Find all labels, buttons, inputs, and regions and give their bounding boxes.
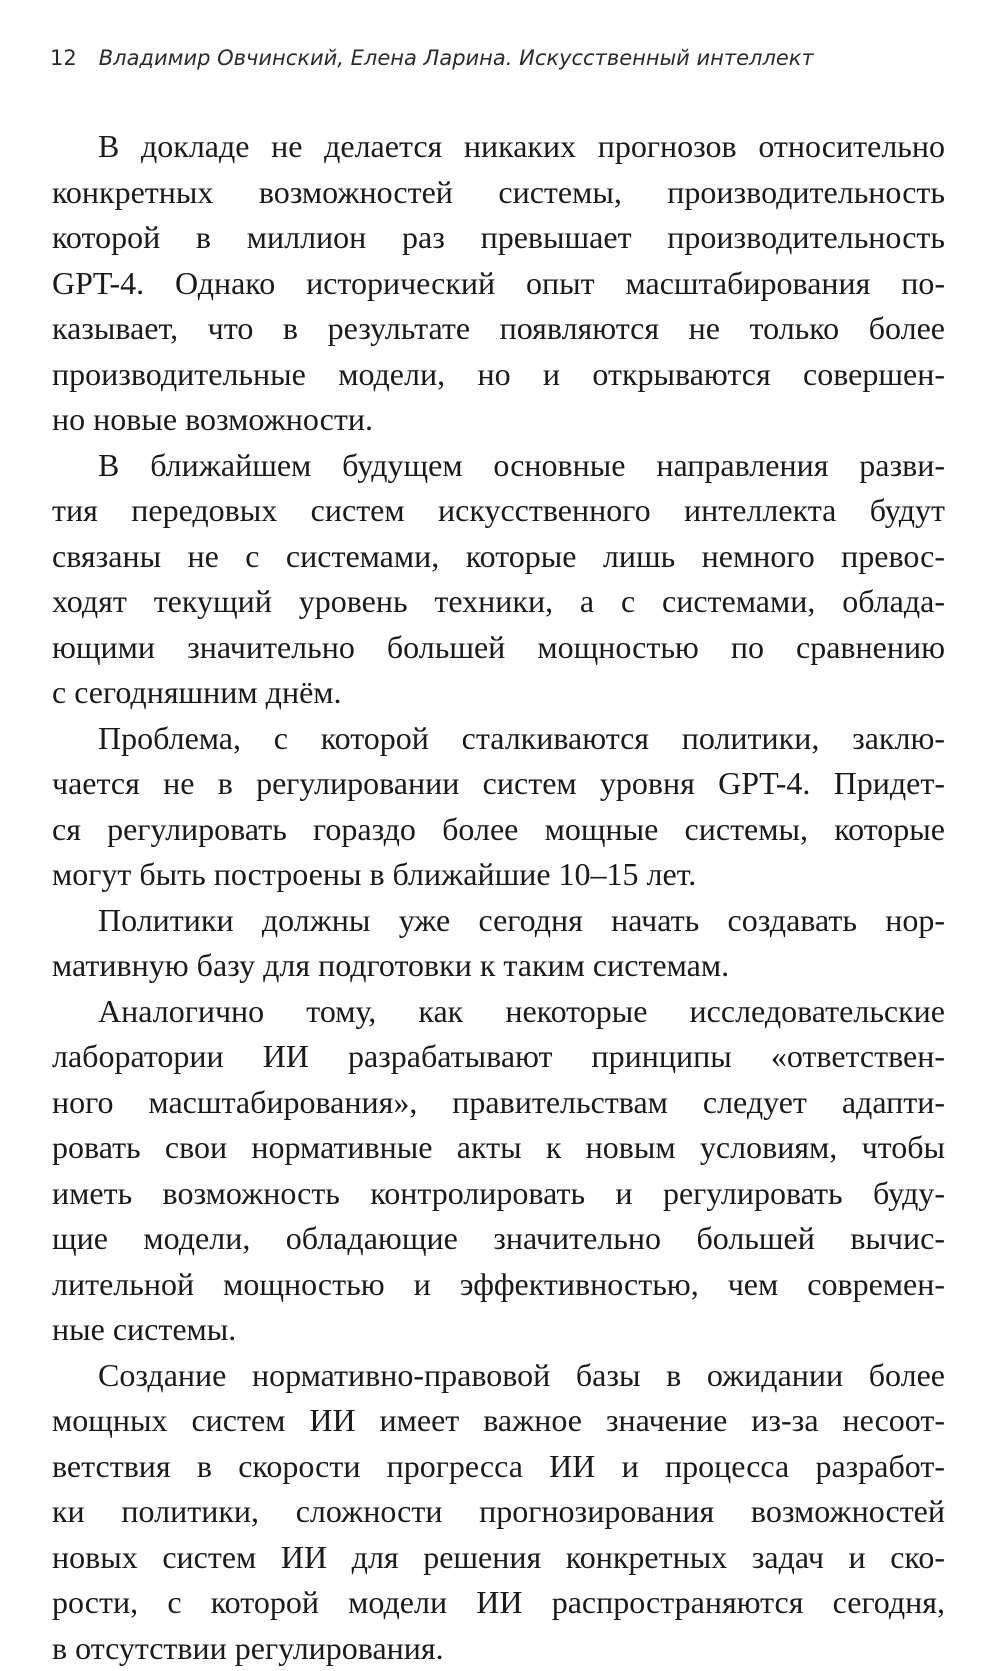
text-line: ся регулировать гораздо более мощные системы, которые (52, 807, 945, 853)
text-line: которой в миллион раз превышает производительность (52, 215, 945, 261)
text-line: В ближайшем будущем основные направления разви- (52, 443, 945, 489)
text-line: казывает, что в результате появляются не только более (52, 306, 945, 352)
text-line: конкретных возможностей системы, производительность (52, 170, 945, 216)
text-line: мативную базу для подготовки к таким системам. (52, 943, 945, 989)
text-line: с сегодняшним днём. (52, 670, 945, 716)
running-head-title: Владимир Овчинский, Елена Ларина. Искусственный интеллект (99, 46, 814, 70)
text-line: Аналогично тому, как некоторые исследовательские (52, 989, 945, 1035)
text-line: производительные модели, но и открываются совершен- (52, 352, 945, 398)
text-line: чается не в регулировании систем уровня GPT-4. Придет- (52, 761, 945, 807)
text-line: тия передовых систем искусственного интеллекта будут (52, 488, 945, 534)
text-line: ровать свои нормативные акты к новым условиям, чтобы (52, 1125, 945, 1171)
page-number: 12 (50, 46, 77, 70)
text-line: В докладе не делается никаких прогнозов относительно (52, 124, 945, 170)
text-line: Проблема, с которой сталкиваются политики, заклю- (52, 716, 945, 762)
text-line: ходят текущий уровень техники, а с системами, облада- (52, 579, 945, 625)
text-line: новых систем ИИ для решения конкретных задач и ско- (52, 1535, 945, 1581)
paragraph (52, 1353, 945, 1671)
body-text (52, 124, 945, 1671)
text-line: мощных систем ИИ имеет важное значение из-за несоот- (52, 1398, 945, 1444)
text-line: лительной мощностью и эффективностью, чем современ- (52, 1262, 945, 1308)
paragraph (52, 443, 945, 716)
paragraph (52, 989, 945, 1353)
paragraph (52, 898, 945, 989)
text-line: ветствия в скорости прогресса ИИ и процесса разработ- (52, 1444, 945, 1490)
text-line: в отсутствии регулирования. (52, 1626, 945, 1671)
text-line: ки политики, сложности прогнозирования возможностей (52, 1489, 945, 1535)
text-line: ные системы. (52, 1307, 945, 1353)
text-line: могут быть построены в ближайшие 10–15 лет. (52, 852, 945, 898)
text-line: иметь возможность контролировать и регулировать буду- (52, 1171, 945, 1217)
text-line: связаны не с системами, которые лишь немного превос- (52, 534, 945, 580)
text-line: ющими значительно большей мощностью по сравнению (52, 625, 945, 671)
text-line: щие модели, обладающие значительно большей вычис- (52, 1216, 945, 1262)
paragraph (52, 124, 945, 443)
text-line: Создание нормативно-правовой базы в ожидании более (52, 1353, 945, 1399)
text-line: рости, с которой модели ИИ распространяются сегодня, (52, 1580, 945, 1626)
text-line: лаборатории ИИ разрабатывают принципы «ответствен- (52, 1034, 945, 1080)
text-line: ного масштабирования», правительствам следует адапти- (52, 1080, 945, 1126)
paragraph (52, 716, 945, 898)
text-line: но новые возможности. (52, 397, 945, 443)
text-line: GPT-4. Однако исторический опыт масштабирования по- (52, 261, 945, 307)
text-line: Политики должны уже сегодня начать создавать нор- (52, 898, 945, 944)
running-head (50, 46, 950, 70)
